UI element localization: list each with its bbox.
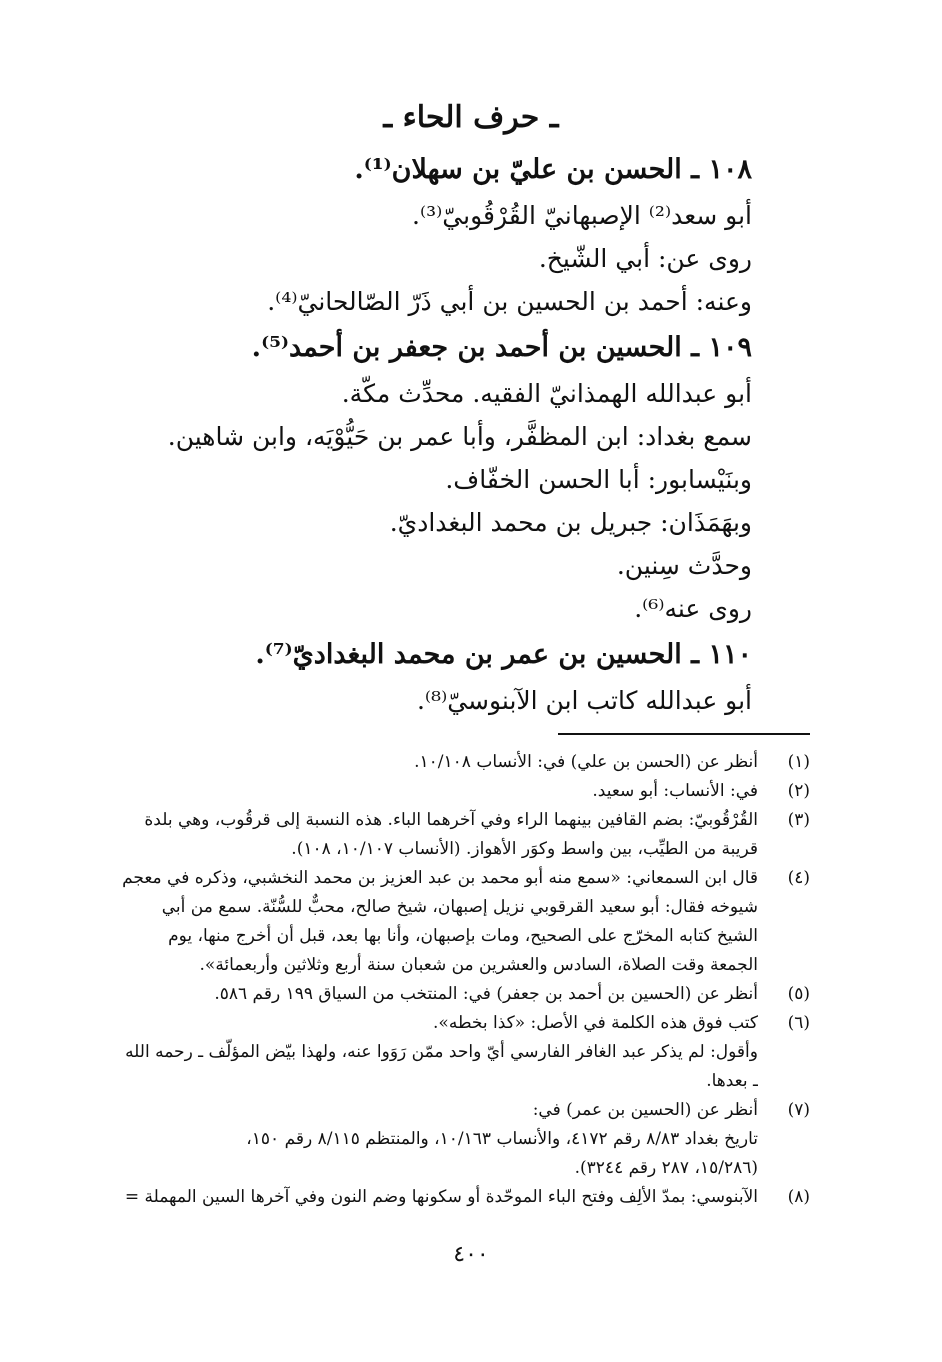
footnote-line: أنظر عن (الحسين بن عمر) في: [532, 1100, 758, 1120]
footnote-number: (٣) [787, 810, 810, 830]
footnote-number: (١) [787, 752, 810, 772]
footnote-number: (٤) [787, 868, 810, 888]
footnote-line: وأقول: لم يذكر عبد الغافر الفارسي أيّ واحد ممّن رَوَوا عنه، ولهذا بيّض المؤلّف ـ رحمه الله [125, 1042, 758, 1062]
footnote-line: (١٥/٢٨٦، ٢٨٧ رقم ٣٢٤٤). [574, 1158, 758, 1178]
footnote-text [120, 980, 758, 1009]
footnote-number: (٧) [787, 1100, 810, 1120]
footnote [120, 1038, 810, 1096]
footnote-number: (٨) [787, 1187, 810, 1207]
text-line: روى عنه⁽⁶⁾. [634, 594, 752, 623]
page-number: ٤٠٠ [453, 1242, 489, 1267]
text-line: وعنه: أحمد بن الحسين بن أبي ذَرّ الصّالحانيّ⁽⁴⁾. [267, 287, 752, 316]
footnote-line: ـ بعدها. [706, 1071, 758, 1091]
footnote-divider [558, 733, 810, 735]
footnote [120, 1125, 810, 1183]
footnote-line: الجمعة وقت الصلاة، السادس والعشرين من شعبان سنة أربع وثلاثين وأربعمائة». [199, 955, 758, 975]
section-title: ـ حرف الحاء ـ [383, 100, 559, 135]
text-line: وحدَّث سِنين. [616, 551, 752, 580]
footnote [120, 1183, 810, 1212]
footnote [120, 980, 810, 1009]
footnote-line: الآبنوسي: بمدّ الألِف وفتح الباء الموحّدة أو سكونها وضم النون وفي آخرها السين المهملة = [124, 1187, 758, 1207]
entry-heading: ١١٠ ـ الحسين بن عمر بن محمد البغداديّ⁽⁷⁾. [255, 639, 752, 670]
text-line: روى عن: أبي الشّيخ. [538, 244, 752, 273]
footnote-line: القُرْقُوبيّ: بضم القافين بينهما الراء وفي آخرهما الباء. هذه النسبة إلى قرقُوب، وهي بلدة [144, 810, 758, 830]
footnote [120, 777, 810, 806]
footnote-line: قريبة من الطيِّب، بين واسط وكوَر الأهواز. (الأنساب ١٠/١٠٧، ١٠٨). [291, 839, 758, 859]
footnote-line: الشيخ كتابه المخرّج على الصحيح، ومات بإصبهان، وأنا بها بعد، قبل أن أخرج منها، يوم [168, 926, 758, 946]
footnote-line: كتب فوق هذه الكلمة في الأصل: «كذا بخطه». [433, 1013, 758, 1033]
text-line: وبهَمَذَان: جبريل بن محمد البغداديّ. [389, 508, 752, 537]
entry-heading: ١٠٨ ـ الحسن بن عليّ بن سهلان⁽¹⁾. [354, 154, 752, 185]
footnote-text [120, 1183, 758, 1212]
main-text [152, 145, 752, 722]
footnote-text [120, 777, 758, 806]
footnote-line: أنظر عن (الحسن بن علي) في: الأنساب ١٠/١٠٨. [414, 752, 758, 772]
footnote-text [120, 1125, 758, 1183]
footnote-number: (٦) [787, 1013, 810, 1033]
footnote-number: (٥) [787, 984, 810, 1004]
footnote-text [120, 806, 758, 864]
footnotes [120, 748, 810, 1212]
footnote [120, 864, 810, 980]
footnote-line: تاريخ بغداد ٨/٨٣ رقم ٤١٧٢، والأنساب ١٠/١٦٣، والمنتظم ٨/١١٥ رقم ١٥٠، [246, 1129, 758, 1149]
footnote-text [120, 864, 758, 980]
footnote-line: أنظر عن (الحسين بن أحمد بن جعفر) في: المنتخب من السياق ١٩٩ رقم ٥٨٦. [214, 984, 758, 1004]
footnote [120, 1009, 810, 1038]
footnote-line: قال ابن السمعاني: «سمع منه أبو محمد بن عبد العزيز بن محمد النخشبي، وذكره في معجم [122, 868, 758, 888]
footnote-number: (٢) [787, 781, 810, 801]
footnote-line: في: الأنساب: أبو سعيد. [592, 781, 758, 801]
text-line: وبنَيْسابور: أبا الحسن الخفّاف. [445, 465, 752, 494]
footnote-text [120, 1038, 758, 1096]
footnote-text [120, 1009, 758, 1038]
footnote [120, 1096, 810, 1125]
text-line: أبو عبدالله كاتب ابن الآبنوسيّ⁽⁸⁾. [416, 686, 752, 715]
entry-heading: ١٠٩ ـ الحسين بن أحمد بن جعفر بن أحمد⁽⁵⁾. [251, 332, 752, 363]
text-line: أبو سعد⁽²⁾ الإصبهانيّ القُرْقُوبيّ⁽³⁾. [412, 201, 752, 230]
footnote-line: شيوخه فقال: أبو سعيد القرقوبي نزيل إصبهان، شيخ صالح، محبٌّ للسُّنّة. سمع من أبي [161, 897, 758, 917]
footnote [120, 748, 810, 777]
text-line: أبو عبدالله الهمذانيّ الفقيه. محدِّث مكّة. [341, 379, 752, 408]
footnote [120, 806, 810, 864]
footnote-text [120, 748, 758, 777]
text-line: سمع بغداد: ابن المظفَّر، وأبا عمر بن حَيُّوْيَه، وابن شاهين. [167, 422, 752, 451]
footnote-text [120, 1096, 758, 1125]
